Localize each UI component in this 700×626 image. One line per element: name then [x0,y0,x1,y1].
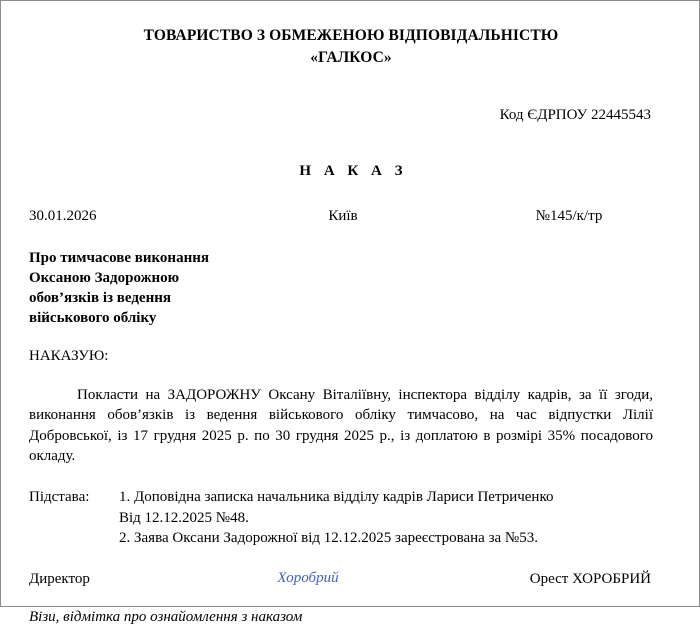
basis-section [29,487,673,548]
signatory-role: Директор [29,571,90,588]
basis-label: Підстава: [29,489,90,506]
visa-footnote: Візи, відмітка про ознайомлення з наказом [29,609,303,626]
document-title: Н А К А З [299,163,408,179]
subject-line-2: Оксаною Задорожною [29,269,180,286]
signature-row [29,571,673,593]
order-body-paragraph: Покласти на ЗАДОРОЖНУ Оксану Віталіївну, інспектора відділу кадрів, за її згоди, виконання обов’язків із ведення військового обліку тимчасово, на час відпустки Лілії Добровської, із 17 грудня 2025 р. по 30 грудня 2025 р., із доплатою в розмірі 35% посадового окладу. [29,386,653,464]
subject-line-1: Про тимчасове виконання [29,250,209,266]
subject-line-3: обов’язків із ведення [29,289,171,306]
basis-item-1-line-2: Від 12.12.2025 №48. [119,509,249,526]
organization-name-line1: ТОВАРИСТВО З ОБМЕЖЕНОЮ ВІДПОВІДАЛЬНІСТЮ [143,27,559,44]
organization-header [29,25,673,69]
subject-line-4: військового обліку [29,309,157,326]
basis-items [119,487,673,548]
document-city: Київ [328,208,358,224]
document-sheet [1,1,699,626]
document-meta-row [29,208,673,228]
document-date: 30.01.2026 [29,208,97,224]
handwritten-signature: Хоробрий [277,570,339,587]
registry-code: Код ЄДРПОУ 22445543 [499,107,651,123]
document-subject [29,249,359,329]
organization-name-line2: «ГАЛКОС» [310,49,392,66]
order-directive-word: НАКАЗУЮ: [29,347,109,364]
basis-item-1-line-1: 1. Доповідна записка начальника відділу кадрів Лариси Петриченко [119,489,554,506]
document-number: №145/к/тр [535,208,603,224]
basis-item-2: 2. Заява Оксани Задорожної від 12.12.2025 зареєстрована за №53. [119,529,538,546]
signatory-name: Орест ХОРОБРИЙ [529,571,651,588]
